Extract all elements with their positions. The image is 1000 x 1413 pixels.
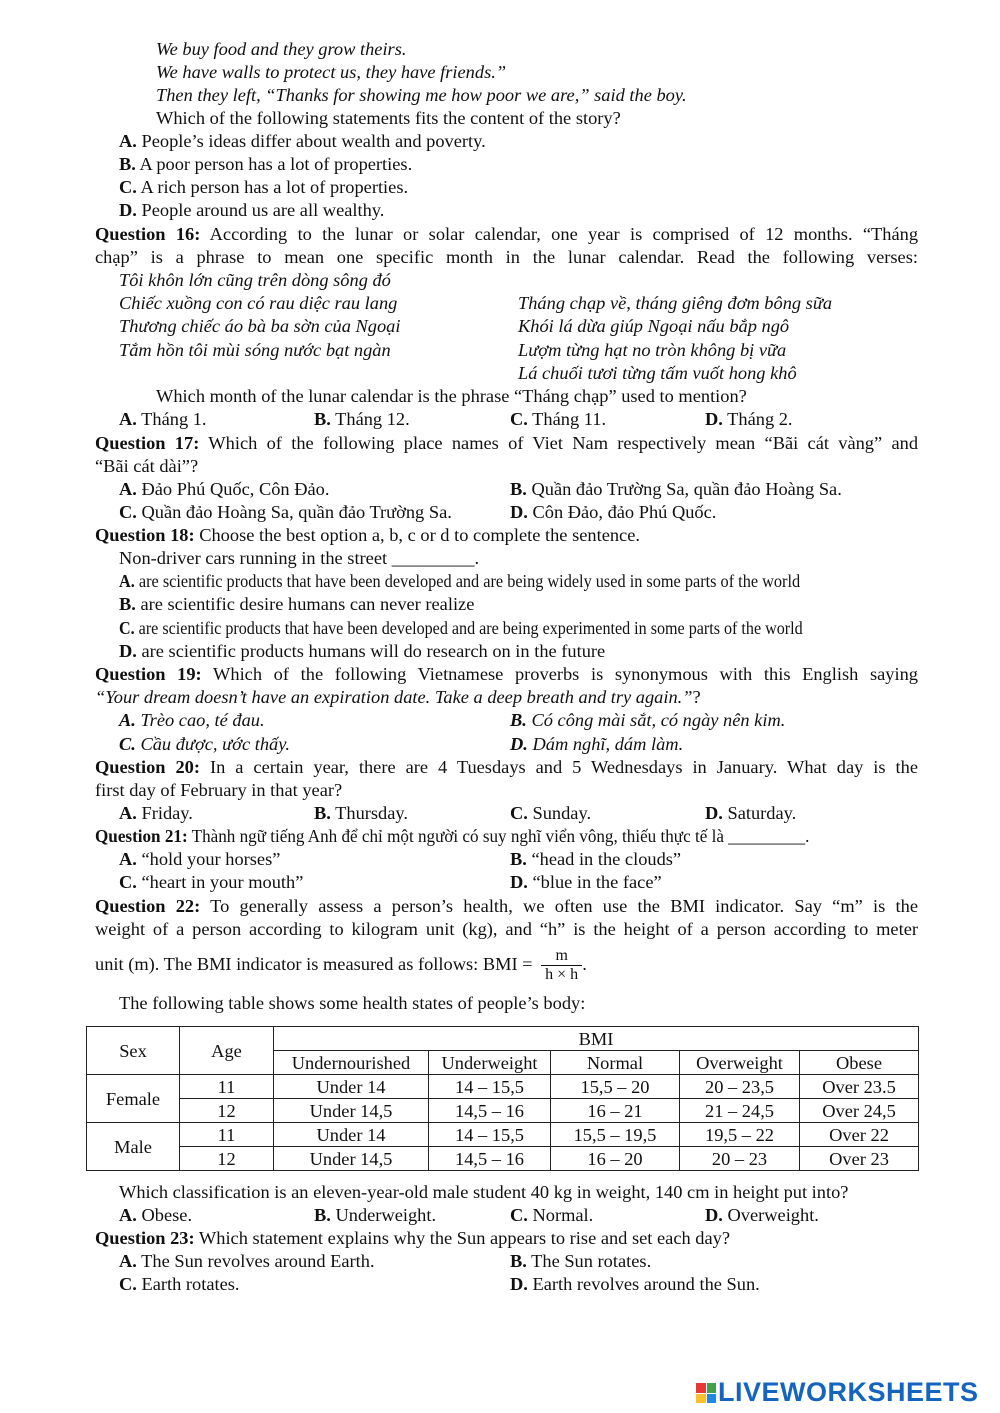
question-prompt: Which of the following statements fits the content of the story? xyxy=(156,108,621,128)
answer-option[interactable]: B. Underweight. xyxy=(314,1205,437,1225)
question-22-text: Question 22: To generally assess a person’s health, we often use the BMI indicator. Say “m” is the xyxy=(95,896,919,916)
option-letter: D. xyxy=(119,200,137,220)
story-line: We buy food and they grow theirs. xyxy=(156,39,407,59)
question-17-text: “Bãi cát dài”? xyxy=(95,456,199,476)
answer-option[interactable] xyxy=(119,153,412,176)
question-23-text: Question 23: Which statement explains why the Sun appears to rise and set each day? xyxy=(95,1228,731,1248)
table-cell: 15,5 – 20 xyxy=(551,1075,680,1099)
option-letter: C. xyxy=(119,177,137,197)
table-cell: 14,5 – 16 xyxy=(429,1147,551,1171)
answer-option[interactable]: A. Trèo cao, té đau. xyxy=(119,710,265,730)
verse-line: Tắm hồn tôi mùi sóng nước bạt ngàn xyxy=(119,340,391,360)
answer-option[interactable]: C. Cầu được, ước thấy. xyxy=(119,734,290,754)
table-row xyxy=(87,1099,919,1123)
answer-option[interactable]: D. Earth revolves around the Sun. xyxy=(510,1274,760,1294)
table-cell: 14,5 – 16 xyxy=(429,1099,551,1123)
table-cell: 14 – 15,5 xyxy=(429,1123,551,1147)
answer-option[interactable]: A. The Sun revolves around Earth. xyxy=(119,1251,375,1271)
table-cell: 12 xyxy=(180,1147,274,1171)
question-16-text: Question 16: According to the lunar or solar calendar, one year is comprised of 12 months. “Tháng xyxy=(95,224,919,244)
table-cell: Over 22 xyxy=(800,1123,919,1147)
question-22-text: weight of a person according to kilogram unit (kg), and “h” is the height of a person according to meter xyxy=(95,919,918,939)
table-cell: 19,5 – 22 xyxy=(680,1123,800,1147)
answer-option[interactable]: D. Tháng 2. xyxy=(705,409,793,429)
question-prompt: Which classification is an eleven-year-old male student 40 kg in weight, 140 cm in height put into? xyxy=(119,1182,849,1202)
header-cell: Sex xyxy=(87,1027,180,1075)
table-cell: 20 – 23,5 xyxy=(680,1075,800,1099)
liveworksheets-brand[interactable] xyxy=(696,1378,979,1408)
table-cell: Over 24,5 xyxy=(800,1099,919,1123)
bmi-table xyxy=(86,1026,919,1171)
answer-option[interactable]: C. Earth rotates. xyxy=(119,1274,240,1294)
question-16-text: chạp” is a phrase to mean one specific month in the lunar calendar. Read the following verses: xyxy=(95,247,918,267)
question-19-text: “Your dream doesn’t have an expiration date. Take a deep breath and try again.”? xyxy=(95,687,701,707)
answer-option[interactable] xyxy=(119,130,486,153)
header-cell: BMI xyxy=(274,1027,919,1051)
answer-option[interactable]: A. “hold your horses” xyxy=(119,849,281,869)
answer-option[interactable]: C. “heart in your mouth” xyxy=(119,872,304,892)
table-cell: 16 – 21 xyxy=(551,1099,680,1123)
answer-option[interactable]: B. Có công mài sắt, có ngày nên kim. xyxy=(510,710,786,730)
header-cell: Overweight xyxy=(680,1051,800,1075)
answer-option[interactable]: A. Đảo Phú Quốc, Côn Đảo. xyxy=(119,479,330,499)
table-row xyxy=(87,1147,919,1171)
table-row xyxy=(87,1075,919,1099)
verse-line: Chiếc xuồng con có rau diệc rau lang xyxy=(119,293,398,313)
answer-option[interactable]: D. are scientific products humans will do research on in the future xyxy=(119,641,606,661)
question-label: Question 16: xyxy=(95,224,201,244)
brand-name: LIVEWORKSHEETS xyxy=(718,1377,979,1408)
answer-option[interactable]: D. Côn Đảo, đảo Phú Quốc. xyxy=(510,502,717,522)
answer-option[interactable]: D. Dám nghĩ, dám làm. xyxy=(510,734,684,754)
header-cell: Undernourished xyxy=(274,1051,429,1075)
verse-line: Tôi khôn lớn cũng trên dòng sông đó xyxy=(119,270,391,290)
option-text: A poor person has a lot of properties. xyxy=(135,154,413,174)
bmi-formula: unit (m). The BMI indicator is measured as follows: BMI = $\frac{m}{h \times h}$ . xyxy=(95,947,587,984)
question-17-text: Question 17: Which of the following place names of Viet Nam respectively mean “Bãi cát vàng” and xyxy=(95,433,919,453)
table-intro: The following table shows some health states of people’s body: xyxy=(119,993,586,1013)
table-cell: 11 xyxy=(180,1123,274,1147)
table-header-row xyxy=(87,1027,919,1051)
answer-option[interactable]: B. Tháng 12. xyxy=(314,409,410,429)
verse-line: Khói lá dừa giúp Ngoại nấu bắp ngô xyxy=(518,316,790,336)
story-line: Then they left, “Thanks for showing me how poor we are,” said the boy. xyxy=(156,85,687,105)
answer-option[interactable]: D. Saturday. xyxy=(705,803,797,823)
answer-option[interactable]: B. “head in the clouds” xyxy=(510,849,682,869)
answer-option[interactable] xyxy=(119,176,408,199)
option-text: People around us are all wealthy. xyxy=(136,200,385,220)
verse-line: Lá chuối tươi từng tấm vuốt hong khô xyxy=(518,363,797,383)
question-20-text: Question 20: In a certain year, there are 4 Tuesdays and 5 Wednesdays in January. What day is the xyxy=(95,757,918,777)
verse-line: Thương chiếc áo bà ba sờn của Ngoại xyxy=(119,316,401,336)
question-20-text: first day of February in that year? xyxy=(95,780,343,800)
answer-option[interactable]: A. Friday. xyxy=(119,803,193,823)
answer-option[interactable]: A. are scientific products that have been developed and are being widely used in some parts of the world xyxy=(119,571,801,591)
bmi-fraction: $\frac{m}{h \times h}$ xyxy=(541,947,582,984)
table-cell: 21 – 24,5 xyxy=(680,1099,800,1123)
header-cell: Obese xyxy=(800,1051,919,1075)
answer-option[interactable]: A. Tháng 1. xyxy=(119,409,207,429)
answer-option[interactable]: C. are scientific products that have been developed and are being experimented in some parts of the world xyxy=(119,618,803,638)
sex-cell: Male xyxy=(87,1123,180,1171)
question-18-sentence: Non-driver cars running in the street _________. xyxy=(119,548,480,568)
verse-line: Lượm từng hạt no tròn không bị vữa xyxy=(518,340,787,360)
verse-line: Tháng chạp về, tháng giêng đơm bông sữa xyxy=(518,293,833,313)
sex-cell: Female xyxy=(87,1075,180,1123)
option-text: People’s ideas differ about wealth and poverty. xyxy=(136,131,486,151)
header-cell: Normal xyxy=(551,1051,680,1075)
table-cell: 15,5 – 19,5 xyxy=(551,1123,680,1147)
question-21-text: Question 21: Thành ngữ tiếng Anh để chỉ một người có suy nghĩ viển vông, thiếu thực tế là _________. xyxy=(95,826,810,846)
option-letter: B. xyxy=(119,154,136,174)
question-18-text: Question 18: Choose the best option a, b, c or d to complete the sentence. xyxy=(95,525,640,545)
question-19-text: Question 19: Which of the following Vietnamese proverbs is synonymous with this English saying xyxy=(95,664,918,684)
answer-option[interactable]: B. are scientific desire humans can never realize xyxy=(119,594,475,614)
table-cell: Under 14,5 xyxy=(274,1147,429,1171)
header-cell: Underweight xyxy=(429,1051,551,1075)
answer-option[interactable]: B. Quần đảo Trường Sa, quần đảo Hoàng Sa. xyxy=(510,479,842,499)
table-row xyxy=(87,1123,919,1147)
header-cell: Age xyxy=(180,1027,274,1075)
question-prompt: Which month of the lunar calendar is the phrase “Tháng chạp” used to mention? xyxy=(156,386,747,406)
table-cell: Over 23.5 xyxy=(800,1075,919,1099)
answer-option[interactable] xyxy=(119,199,384,222)
answer-option[interactable]: B. Thursday. xyxy=(314,803,409,823)
answer-option[interactable]: C. Quần đảo Hoàng Sa, quần đảo Trường Sa. xyxy=(119,502,452,522)
table-cell: 20 – 23 xyxy=(680,1147,800,1171)
table-cell: 16 – 20 xyxy=(551,1147,680,1171)
table-cell: Under 14,5 xyxy=(274,1099,429,1123)
table-cell: 14 – 15,5 xyxy=(429,1075,551,1099)
answer-option[interactable]: D. Overweight. xyxy=(705,1205,819,1225)
answer-option[interactable]: C. Sunday. xyxy=(510,803,592,823)
option-letter: A. xyxy=(119,131,137,151)
table-cell: 12 xyxy=(180,1099,274,1123)
answer-option[interactable]: C. Normal. xyxy=(510,1205,594,1225)
liveworksheets-logo-icon xyxy=(696,1383,716,1403)
answer-option[interactable]: D. “blue in the face” xyxy=(510,872,662,892)
answer-option[interactable]: B. The Sun rotates. xyxy=(510,1251,652,1271)
table-cell: 11 xyxy=(180,1075,274,1099)
answer-option[interactable]: C. Tháng 11. xyxy=(510,409,607,429)
table-cell: Over 23 xyxy=(800,1147,919,1171)
table-cell: Under 14 xyxy=(274,1075,429,1099)
story-line: We have walls to protect us, they have friends.” xyxy=(156,62,507,82)
option-text: A rich person has a lot of properties. xyxy=(136,177,409,197)
answer-option[interactable]: A. Obese. xyxy=(119,1205,193,1225)
table-cell: Under 14 xyxy=(274,1123,429,1147)
